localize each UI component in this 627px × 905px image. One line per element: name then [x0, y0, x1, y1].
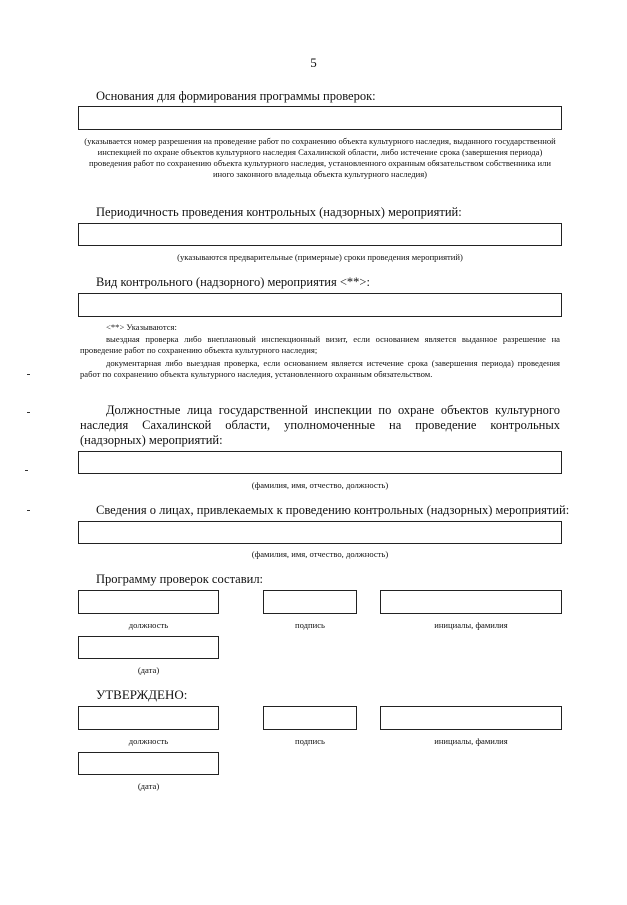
approved-heading: УТВЕРЖДЕНО:	[96, 687, 188, 702]
approved-name-label: инициалы, фамилия	[434, 736, 508, 746]
compiled-signature-field[interactable]	[263, 590, 357, 614]
approved-date-label: (дата)	[137, 781, 160, 791]
page-number: 5	[310, 55, 317, 70]
approved-date-field[interactable]	[78, 752, 219, 775]
scan-mark	[27, 412, 30, 413]
scan-mark	[27, 510, 30, 511]
scan-mark	[27, 374, 30, 375]
footnote-item-1: выездная проверка либо внеплановый инспекционный визит, если основанием является выданное разрешение на проведение работ по сохранению объекта культурного наследия;	[80, 334, 560, 355]
periodicity-note: (указываются предварительные (примерные) сроки проведения мероприятий)	[177, 252, 463, 262]
officials-heading: Должностные лица государственной инспекции по охране объектов культурного наследия Сахалинской области, уполномоченные на проведение контрольных (надзорных) мероприятий:	[80, 403, 560, 447]
involved-persons-heading: Сведения о лицах, привлекаемых к проведению контрольных (надзорных) мероприятий:	[96, 503, 570, 517]
footnote-item-2: документарная либо выездная проверка, если основанием является истечение срока (завершения периода) проведения работ по сохранению объекта культурного наследия, установленного охранным обязательством.	[80, 358, 560, 379]
approved-position-label: должность	[128, 736, 169, 746]
compiled-date-label: (дата)	[137, 665, 160, 675]
compiled-signature-label: подпись	[295, 620, 325, 630]
compiled-name-label: инициалы, фамилия	[434, 620, 508, 630]
measure-type-heading: Вид контрольного (надзорного) мероприятия <**>:	[96, 275, 370, 289]
approved-position-field[interactable]	[78, 706, 219, 730]
footnote-title: <**> Указываются:	[106, 322, 177, 332]
approved-signature-field[interactable]	[263, 706, 357, 730]
grounds-heading: Основания для формирования программы проверок:	[96, 89, 376, 103]
compiled-heading: Программу проверок составил:	[96, 572, 264, 586]
compiled-position-field[interactable]	[78, 590, 219, 614]
compiled-position-label: должность	[128, 620, 169, 630]
measure-type-field[interactable]	[78, 293, 562, 317]
approved-signature-label: подпись	[295, 736, 325, 746]
compiled-name-field[interactable]	[380, 590, 562, 614]
periodicity-heading: Периодичность проведения контрольных (надзорных) мероприятий:	[96, 205, 462, 219]
involved-persons-note: (фамилия, имя, отчество, должность)	[251, 549, 389, 559]
officials-field[interactable]	[78, 451, 562, 474]
periodicity-field[interactable]	[78, 223, 562, 246]
involved-persons-field[interactable]	[78, 521, 562, 544]
approved-name-field[interactable]	[380, 706, 562, 730]
grounds-field[interactable]	[78, 106, 562, 130]
officials-note: (фамилия, имя, отчество, должность)	[251, 480, 389, 490]
compiled-date-field[interactable]	[78, 636, 219, 659]
grounds-note: (указывается номер разрешения на проведение работ по сохранению объекта культурного наследия, выданного государственной инспекцией по охране объектов культурного наследия Сахалинской области, либо истечение срока (завершения периода) проведения работ по сохранению объекта культурного наследия, установленного охранным обязательством собственника или иного законного владельца объекта культурного наследия)	[84, 136, 556, 179]
scan-mark	[25, 470, 28, 471]
